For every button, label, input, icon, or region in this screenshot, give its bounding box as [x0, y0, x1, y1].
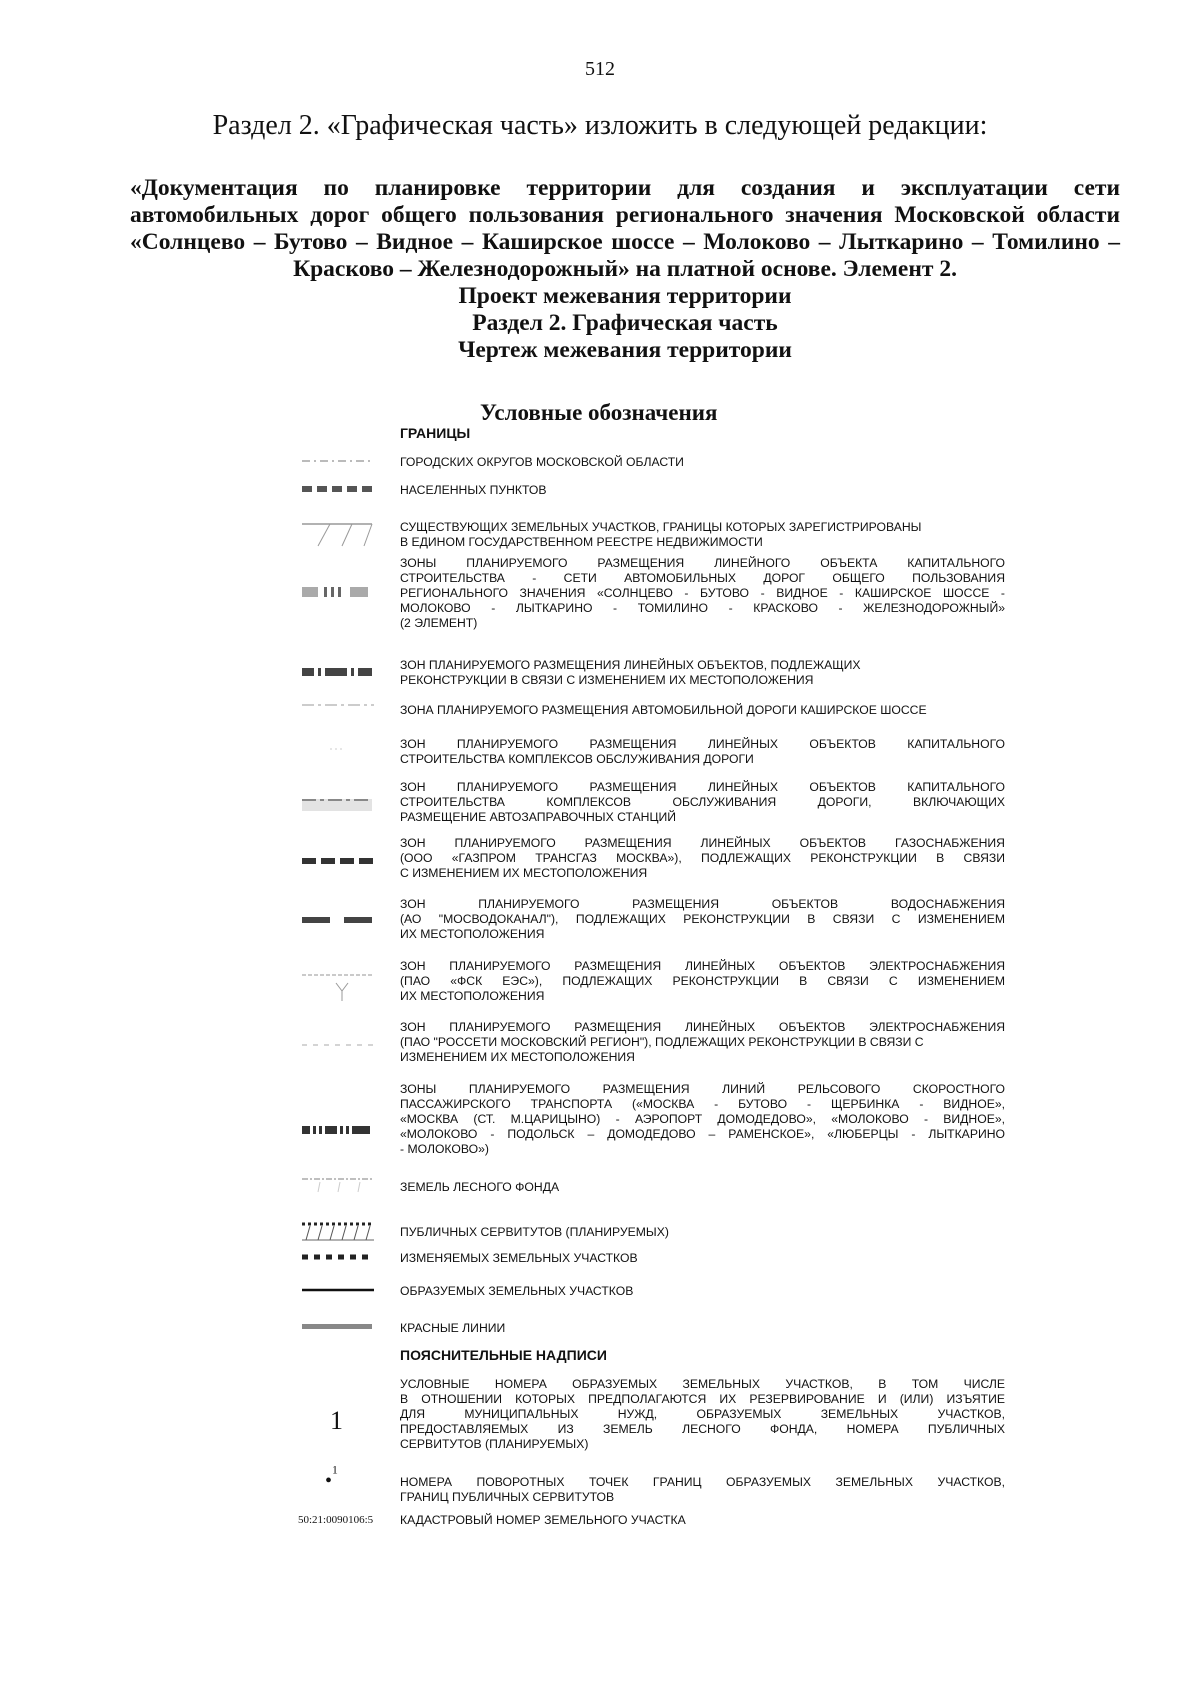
legend-item-water-supply: ЗОН ПЛАНИРУЕМОГО РАЗМЕЩЕНИЯ ОБЪЕКТОВ ВОДОСНАБЖЕНИЯ (АО "МОСВОДОКАНАЛ"), ПОДЛЕЖАЩИХ РЕКОНСТРУКЦИИ В СВЯЗИ С ИЗМЕНЕНИЕМ ИХ МЕСТОПОЛОЖЕНИЯ: [400, 897, 1005, 941]
highway-zone-symbol: [300, 700, 376, 710]
title-line: Чертеж межевания территории: [458, 337, 792, 363]
page-number: 512: [585, 58, 615, 80]
existing-plot-symbol: [300, 520, 376, 550]
road-network-zone-symbol: [300, 585, 376, 599]
legend-item-rail-transport: ЗОНЫ ПЛАНИРУЕМОГО РАЗМЕЩЕНИЯ ЛИНИЙ РЕЛЬСОВОГО СКОРОСТНОГО ПАССАЖИРСКОГО ТРАНСПОРТА («МОСКВА - БУТОВО - ЩЕРБИНКА - ВИДНОЕ», «МОСКВА (СТ. М.ЦАРИЦЫНО) - АЭРОПОРТ ДОМОДЕДОВО», «МОЛОКОВО - ВИДНОЕ», «МОЛОКОВО - ПОДОЛЬСК – ДОМОДЕДОВО – РАМЕНСКОЕ», «ЛЮБЕРЦЫ - ЛЫТКАРИНО - МОЛОКОВО»): [400, 1082, 1005, 1156]
legend-item-formed-plots: ОБРАЗУЕМЫХ ЗЕМЕЛЬНЫХ УЧАСТКОВ: [400, 1284, 634, 1298]
power-supply-fsk-symbol: [300, 969, 376, 1003]
legend-title: Условные обозначения: [480, 400, 718, 425]
plot-number-symbol: 1: [330, 1406, 343, 1435]
water-supply-zone-symbol: [300, 915, 376, 925]
notes-heading: ПОЯСНИТЕЛЬНЫЕ НАДПИСИ: [400, 1347, 607, 1363]
turning-point-symbol: [325, 1462, 401, 1492]
legend-item-service-complexes: ЗОН ПЛАНИРУЕМОГО РАЗМЕЩЕНИЯ ЛИНЕЙНЫХ ОБЪЕКТОВ КАПИТАЛЬНОГО СТРОИТЕЛЬСТВА КОМПЛЕКСОВ ОБСЛУЖИВАНИЯ ДОРОГИ: [400, 737, 1005, 766]
legend-item-gas-supply: ЗОН ПЛАНИРУЕМОГО РАЗМЕЩЕНИЯ ЛИНЕЙНЫХ ОБЪЕКТОВ ГАЗОСНАБЖЕНИЯ (ООО «ГАЗПРОМ ТРАНСГАЗ МОСКВА»), ПОДЛЕЖАЩИХ РЕКОНСТРУКЦИИ В СВЯЗИ С ИЗМЕНЕНИЕМ ИХ МЕСТОПОЛОЖЕНИЯ: [400, 836, 1005, 880]
title-line: «Солнцево – Бутово – Видное – Каширское шоссе – Молоково – Лыткарино – Томилино –: [130, 229, 1120, 255]
public-servitude-symbol: [300, 1220, 376, 1244]
reconstruction-zone-symbol: [300, 666, 376, 678]
legend-item-existing-plots: СУЩЕСТВУЮЩИХ ЗЕМЕЛЬНЫХ УЧАСТКОВ, ГРАНИЦЫ КОТОРЫХ ЗАРЕГИСТРИРОВАНЫ В ЕДИНОМ ГОСУДАРСТВЕННОМ РЕЕСТРЕ НЕДВИЖИМОСТИ: [400, 520, 922, 549]
cadastral-number-sample: 50:21:0090106:5: [298, 1514, 374, 1526]
turning-point-number: 1: [332, 1463, 338, 1477]
legend-item-road-network-zone: ЗОНЫ ПЛАНИРУЕМОГО РАЗМЕЩЕНИЯ ЛИНЕЙНОГО ОБЪЕКТА КАПИТАЛЬНОГО СТРОИТЕЛЬСТВА - СЕТИ АВТОМОБИЛЬНЫХ ДОРОГ ОБЩЕГО ПОЛЬЗОВАНИЯ РЕГИОНАЛЬНОГО ЗНАЧЕНИЯ «СОЛНЦЕВО - БУТОВО - ВИДНОЕ - КАШИРСКОЕ ШОССЕ - МОЛОКОВО - ЛЫТКАРИНО - ТОМИЛИНО - КРАСКОВО - ЖЕЛЕЗНОДОРОЖНЫЙ» (2 ЭЛЕМЕНТ): [400, 556, 1005, 630]
legend-item-power-supply-rosseti: ЗОН ПЛАНИРУЕМОГО РАЗМЕЩЕНИЯ ЛИНЕЙНЫХ ОБЪЕКТОВ ЭЛЕКТРОСНАБЖЕНИЯ (ПАО "РОССЕТИ МОСКОВСКИЙ РЕГИОН"), ПОДЛЕЖАЩИХ РЕКОНСТРУКЦИИ В СВЯЗИ С ИЗМЕНЕНИЕМ ИХ МЕСТОПОЛОЖЕНИЯ: [400, 1020, 1005, 1064]
legend-item-modified-plots: ИЗМЕНЯЕМЫХ ЗЕМЕЛЬНЫХ УЧАСТКОВ: [400, 1251, 638, 1265]
boundaries-heading: ГРАНИЦЫ: [400, 425, 471, 441]
legend-item-red-lines: КРАСНЫЕ ЛИНИИ: [400, 1321, 506, 1335]
red-line-symbol: [300, 1323, 376, 1331]
legend-item-power-supply-fsk: ЗОН ПЛАНИРУЕМОГО РАЗМЕЩЕНИЯ ЛИНЕЙНЫХ ОБЪЕКТОВ ЭЛЕКТРОСНАБЖЕНИЯ (ПАО «ФСК ЕЭС»), ПОДЛЕЖАЩИХ РЕКОНСТРУКЦИИ В СВЯЗИ С ИЗМЕНЕНИЕМ ИХ МЕСТОПОЛОЖЕНИЯ: [400, 959, 1005, 1003]
legend-item-reconstruction-zones: ЗОН ПЛАНИРУЕМОГО РАЗМЕЩЕНИЯ ЛИНЕЙНЫХ ОБЪЕКТОВ, ПОДЛЕЖАЩИХ РЕКОНСТРУКЦИИ В СВЯЗИ С ИЗМЕНЕНИЕМ ИХ МЕСТОПОЛОЖЕНИЯ: [400, 658, 861, 687]
note-cadastral-number: КАДАСТРОВЫЙ НОМЕР ЗЕМЕЛЬНОГО УЧАСТКА: [400, 1513, 686, 1527]
legend-item-highway-zone: ЗОНА ПЛАНИРУЕМОГО РАЗМЕЩЕНИЯ АВТОМОБИЛЬНОЙ ДОРОГИ КАШИРСКОЕ ШОССЕ: [400, 703, 927, 717]
point-dot: •: [325, 1470, 333, 1492]
intro-line: Раздел 2. «Графическая часть» изложить в следующей редакции:: [212, 110, 988, 141]
legend-item-public-servitudes: ПУБЛИЧНЫХ СЕРВИТУТОВ (ПЛАНИРУЕМЫХ): [400, 1225, 669, 1239]
legend-item-forest-fund: ЗЕМЕЛЬ ЛЕСНОГО ФОНДА: [400, 1180, 560, 1194]
rail-transport-zone-symbol: [300, 1124, 376, 1136]
fuel-station-zone-symbol: [300, 795, 376, 813]
title-line: Красково – Железнодорожный» на платной основе. Элемент 2.: [293, 256, 957, 282]
formed-plot-symbol: [300, 1286, 376, 1294]
gas-supply-zone-symbol: [300, 856, 376, 866]
legend-item-fuel-stations: ЗОН ПЛАНИРУЕМОГО РАЗМЕЩЕНИЯ ЛИНЕЙНЫХ ОБЪЕКТОВ КАПИТАЛЬНОГО СТРОИТЕЛЬСТВА КОМПЛЕКСОВ ОБСЛУЖИВАНИЯ ДОРОГИ, ВКЛЮЧАЮЩИХ РАЗМЕЩЕНИЕ АВТОЗАПРАВОЧНЫХ СТАНЦИЙ: [400, 780, 1005, 824]
note-turning-points: НОМЕРА ПОВОРОТНЫХ ТОЧЕК ГРАНИЦ ОБРАЗУЕМЫХ ЗЕМЕЛЬНЫХ УЧАСТКОВ, ГРАНИЦ ПУБЛИЧНЫХ СЕРВИТУТОВ: [400, 1475, 1005, 1504]
title-line: Проект межевания территории: [458, 283, 792, 309]
power-supply-rosseti-symbol: [300, 1040, 376, 1050]
title-line: Раздел 2. Графическая часть: [472, 310, 778, 336]
legend-item-city-districts: ГОРОДСКИХ ОКРУГОВ МОСКОВСКОЙ ОБЛАСТИ: [400, 455, 684, 469]
modified-plot-symbol: [300, 1252, 376, 1262]
document-title: [130, 175, 1120, 364]
service-complex-zone-symbol: [300, 744, 376, 754]
title-line: автомобильных дорог общего пользования регионального значения Московской области: [130, 202, 1120, 228]
title-line: «Документация по планировке территории для создания и эксплуатации сети: [130, 175, 1120, 201]
note-plot-numbers: УСЛОВНЫЕ НОМЕРА ОБРАЗУЕМЫХ ЗЕМЕЛЬНЫХ УЧАСТКОВ, В ТОМ ЧИСЛЕ В ОТНОШЕНИИ КОТОРЫХ ПРЕДПОЛАГАЮТСЯ ИХ РЕЗЕРВИРОВАНИЕ И (ИЛИ) ИЗЪЯТИЕ ДЛЯ МУНИЦИПАЛЬНЫХ НУЖД, ОБРАЗУЕМЫХ ЗЕМЕЛЬНЫХ УЧАСТКОВ, ПРЕДОСТАВЛЯЕМЫХ ИЗ ЗЕМЕЛЬ ЛЕСНОГО ФОНДА, НОМЕРА ПУБЛИЧНЫХ СЕРВИТУТОВ (ПЛАНИРУЕМЫХ): [400, 1377, 1005, 1451]
city-district-boundary-symbol: [300, 455, 376, 467]
settlement-boundary-symbol: [300, 483, 376, 495]
forest-fund-symbol: [300, 1174, 376, 1194]
legend-item-settlements: НАСЕЛЕННЫХ ПУНКТОВ: [400, 483, 547, 497]
